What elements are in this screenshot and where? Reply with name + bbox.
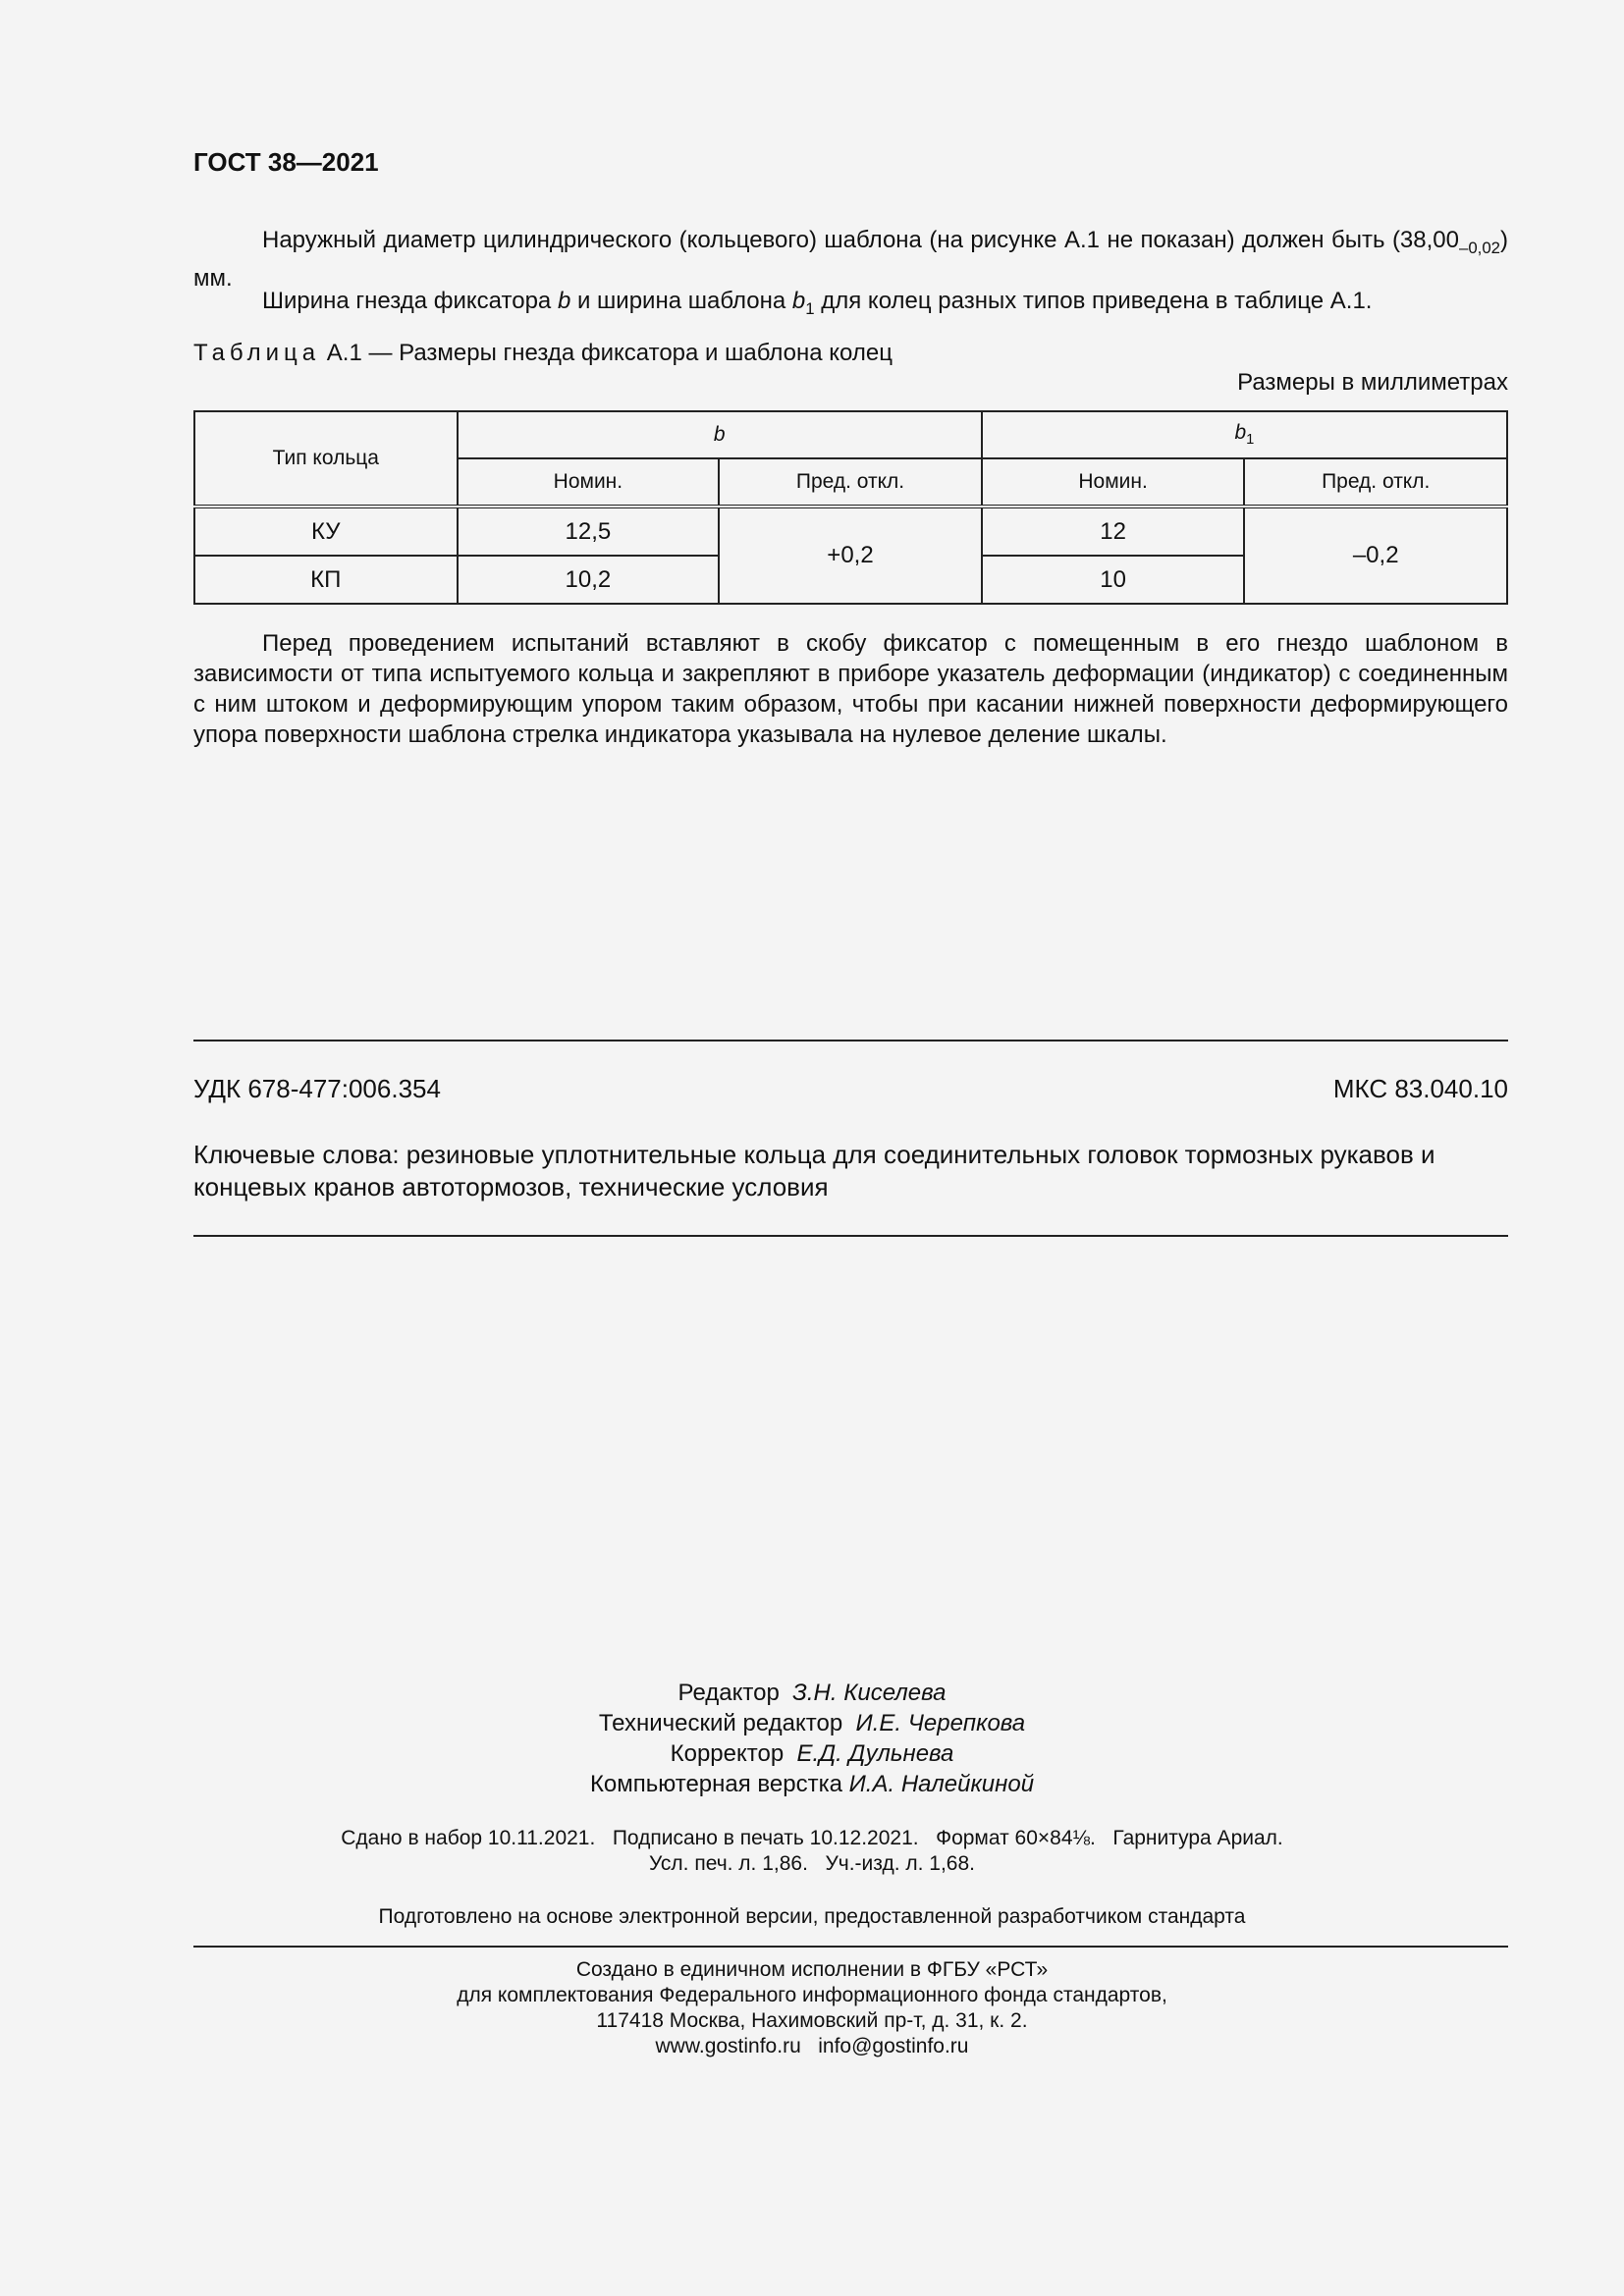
- divider: [193, 1040, 1508, 1041]
- subheader-b-nom: Номин.: [458, 458, 720, 507]
- print-info-1: Сдано в набор 10.11.2021. Подписано в печать 10.12.2021. Формат 60×84⅛. Гарнитура Ариал.: [341, 1827, 1283, 1849]
- print-info-2: Усл. печ. л. 1,86. Уч.-изд. л. 1,68.: [648, 1852, 975, 1875]
- table-row: [194, 507, 1507, 556]
- mks-code: МКС 83.040.10: [1332, 1074, 1508, 1103]
- contact-links: www.gostinfo.ru info@gostinfo.ru: [655, 2035, 969, 2057]
- cell-type: КУ: [194, 507, 458, 556]
- credit-tech-editor: Технический редактор И.Е. Черепкова: [598, 1710, 1026, 1736]
- cell-b-nom: 12,5: [458, 507, 720, 556]
- group-header-b: b: [458, 411, 982, 458]
- cell-b1-dev: –0,2: [1244, 507, 1507, 604]
- cell-b-dev: +0,2: [719, 507, 982, 604]
- subheader-b-dev: Пред. откл.: [719, 458, 982, 507]
- divider: [193, 1946, 1508, 1948]
- created-line-1: Создано в единичном исполнении в ФГБУ «РСТ»: [575, 1958, 1049, 1981]
- cell-b-nom: 10,2: [458, 556, 720, 604]
- prepared-note: Подготовлено на основе электронной версии, предоставленной разработчиком стандарта: [378, 1905, 1246, 1928]
- table-caption: Таблица А.1 — Размеры гнезда фиксатора и шаблона колец: [193, 340, 893, 366]
- group-header-b1: $b_1$: [982, 411, 1507, 458]
- cell-b1-nom: 12: [982, 507, 1245, 556]
- credit-layout: Компьютерная верстка И.А. Налейкиной: [589, 1771, 1035, 1797]
- subheader-b1-dev: Пред. откл.: [1244, 458, 1507, 507]
- udk-code: УДК 678-477:006.354: [193, 1074, 441, 1103]
- document-header: ГОСТ 38—2021: [193, 147, 379, 177]
- cell-type: КП: [194, 556, 458, 604]
- table-units-note: Размеры в миллиметрах: [1237, 369, 1508, 396]
- col-header-type: Тип кольца: [194, 411, 458, 507]
- cell-b1-nom: 10: [982, 556, 1245, 604]
- subheader-b1-nom: Номин.: [982, 458, 1245, 507]
- created-line-3: 117418 Москва, Нахимовский пр-т, д. 31, к. 2.: [596, 2009, 1028, 2032]
- divider: [193, 1235, 1508, 1237]
- keywords: Ключевые слова: резиновые уплотнительные кольца для соединительных головок тормозных рукавов и концевых кранов автотормозов, технические условия: [193, 1140, 1435, 1201]
- intro-paragraph-1: Наружный диаметр цилиндрического (кольцевого) шаблона (на рисунке А.1 не показан) должен быть $(38,00_{-0,02})$ мм.: [193, 227, 1508, 292]
- dimensions-table: [193, 410, 1508, 605]
- credits-block: [0, 1678, 1624, 1799]
- credit-editor: Редактор З.Н. Киселева: [677, 1680, 947, 1706]
- created-line-2: для комплектования Федерального информационного фонда стандартов,: [457, 1984, 1167, 2006]
- body-paragraph: Перед проведением испытаний вставляют в скобу фиксатор с помещенным в его гнездо шаблоном в зависимости от типа испытуемого кольца и закрепляют в приборе указатель деформации (индикатор) с соединенным с ним штоком и деформирующим упором таким образом, чтобы при касании нижней поверхности деформирующего упора поверхности шаблона стрелка индикатора указывала на нулевое деление шкалы.: [193, 630, 1508, 748]
- intro-paragraph-2: Ширина гнезда фиксатора b и ширина шаблона $b_1$ для колец разных типов приведена в таблице А.1.: [262, 288, 1373, 318]
- credit-corrector: Корректор Е.Д. Дульнева: [670, 1740, 954, 1767]
